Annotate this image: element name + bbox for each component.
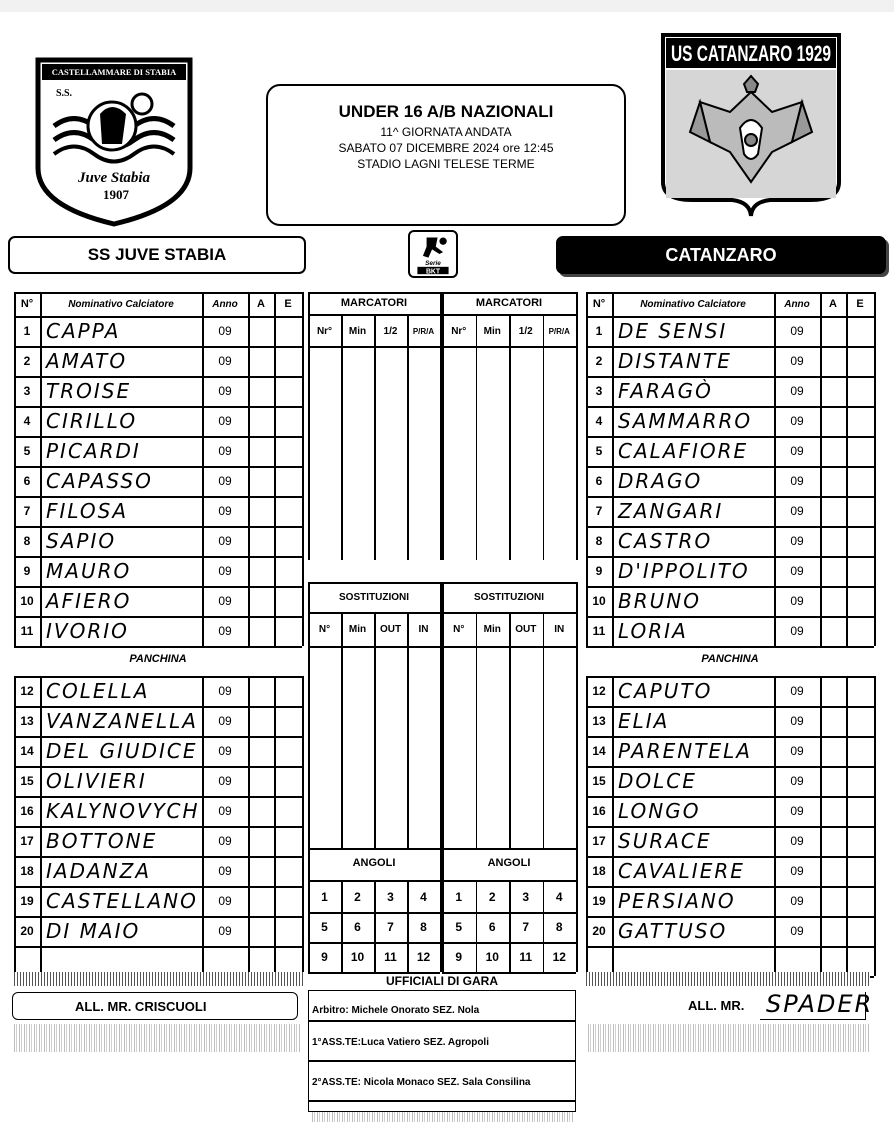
corner-box: 10 bbox=[485, 950, 499, 964]
competition-title: UNDER 16 A/B NAZIONALI bbox=[338, 102, 554, 121]
away-bench-name: PERSIANO bbox=[618, 889, 736, 913]
home-bench-name: COLELLA bbox=[46, 679, 150, 703]
corner-box: 2 bbox=[488, 890, 496, 904]
away-player-year: 09 bbox=[790, 474, 804, 488]
serie-bkt-logo bbox=[408, 230, 458, 278]
officials-title: UFFICIALI DI GARA bbox=[386, 974, 498, 988]
away-bench-name: PARENTELA bbox=[618, 739, 752, 763]
corner-box: 2 bbox=[354, 890, 361, 904]
scorers-col-header: Min bbox=[348, 325, 367, 337]
home-col-year: Anno bbox=[212, 298, 238, 310]
away-coach-label: ALL. MR. bbox=[688, 998, 745, 1013]
home-bench-name: KALYNOVYCH bbox=[46, 799, 200, 823]
referee-line: Arbitro: Michele Onorato SEZ. Nola bbox=[312, 1004, 480, 1016]
home-player-name: FILOSA bbox=[46, 499, 129, 523]
away-bench-year: 09 bbox=[790, 714, 804, 728]
match-datetime: SABATO 07 DICEMBRE 2024 ore 12:45 bbox=[338, 141, 554, 155]
home-bench-name: DEL GIUDICE bbox=[46, 739, 198, 763]
away-bench-name: CAVALIERE bbox=[618, 859, 745, 883]
away-player-name: LORIA bbox=[618, 619, 688, 643]
home-bench-name: CASTELLANO bbox=[46, 889, 198, 913]
away-col-num: N° bbox=[592, 298, 606, 310]
away-player-number: 9 bbox=[595, 564, 603, 578]
home-player-number: 4 bbox=[23, 414, 31, 428]
home-col-a: A bbox=[257, 298, 265, 310]
home-player-year: 09 bbox=[218, 324, 232, 338]
scorers-col-header: P/R/A bbox=[548, 326, 570, 336]
home-player-year: 09 bbox=[218, 564, 232, 578]
away-signature-noise bbox=[588, 1024, 870, 1052]
home-bench-year: 09 bbox=[218, 684, 232, 698]
away-player-number: 2 bbox=[595, 354, 603, 368]
home-player-year: 09 bbox=[218, 594, 232, 608]
svg-text:Serie: Serie bbox=[425, 260, 441, 267]
corner-box: 10 bbox=[350, 950, 365, 964]
away-footer-band bbox=[586, 972, 870, 986]
away-bench-number: 12 bbox=[592, 684, 606, 698]
home-player-number: 6 bbox=[23, 474, 31, 488]
away-bench-number: 15 bbox=[592, 774, 606, 788]
svg-text:S.S.: S.S. bbox=[55, 88, 73, 99]
away-coach-name: SPADER bbox=[766, 990, 874, 1018]
home-bench-number: 18 bbox=[20, 864, 34, 878]
away-player-year: 09 bbox=[790, 504, 804, 518]
away-bench-name: LONGO bbox=[618, 799, 701, 823]
subs-col-header: OUT bbox=[515, 623, 537, 635]
home-player-year: 09 bbox=[218, 534, 232, 548]
away-col-e: E bbox=[856, 298, 864, 310]
home-bench-number: 12 bbox=[20, 684, 34, 698]
home-player-name: AFIERO bbox=[46, 589, 132, 613]
away-player-year: 09 bbox=[790, 624, 804, 638]
corner-box: 4 bbox=[420, 890, 427, 904]
corner-box: 8 bbox=[555, 920, 563, 934]
away-player-year: 09 bbox=[790, 444, 804, 458]
home-bench-name: IADANZA bbox=[46, 859, 152, 883]
away-player-number: 6 bbox=[595, 474, 603, 488]
away-bench-number: 13 bbox=[592, 714, 606, 728]
away-bench-name: GATTUSO bbox=[618, 919, 728, 943]
away-player-year: 09 bbox=[790, 414, 804, 428]
corner-box: 11 bbox=[519, 950, 533, 964]
svg-text:US CATANZARO 1929: US CATANZARO 1929 bbox=[671, 41, 831, 66]
corner-box: 3 bbox=[522, 890, 530, 904]
svg-text:Juve Stabia: Juve Stabia bbox=[77, 170, 151, 186]
corner-box: 1 bbox=[455, 890, 463, 904]
away-player-number: 1 bbox=[595, 324, 603, 338]
away-player-number: 7 bbox=[595, 504, 603, 518]
away-player-year: 09 bbox=[790, 384, 804, 398]
subs-col-header: N° bbox=[453, 623, 465, 635]
match-info-box bbox=[266, 84, 626, 226]
scorers-col-header: 1/2 bbox=[383, 325, 398, 337]
home-player-name: AMATO bbox=[46, 349, 128, 373]
away-player-number: 10 bbox=[592, 594, 606, 608]
away-player-name: DRAGO bbox=[618, 469, 703, 493]
home-player-number: 2 bbox=[23, 354, 31, 368]
corner-box: 12 bbox=[552, 950, 566, 964]
corners-title-2: ANGOLI bbox=[487, 857, 531, 869]
away-bench-number: 14 bbox=[592, 744, 606, 758]
scorers-col-header: Nr° bbox=[316, 325, 333, 337]
home-player-name: SAPIO bbox=[46, 529, 117, 553]
away-player-number: 3 bbox=[595, 384, 603, 398]
home-player-number: 1 bbox=[23, 324, 31, 338]
top-strip bbox=[0, 0, 894, 12]
corner-box: 11 bbox=[384, 950, 397, 964]
away-player-year: 09 bbox=[790, 534, 804, 548]
venue-label: STADIO LAGNI TELESE TERME bbox=[357, 157, 535, 171]
home-player-name: MAURO bbox=[46, 559, 132, 583]
home-bench-number: 20 bbox=[20, 924, 34, 938]
home-player-name: PICARDI bbox=[46, 439, 141, 463]
scorers-title-2: MARCATORI bbox=[475, 297, 543, 309]
assistant2-line: 2°ASS.TE: Nicola Monaco SEZ. Sala Consilina bbox=[312, 1076, 531, 1088]
officials-noise bbox=[312, 1112, 574, 1122]
corner-box: 9 bbox=[321, 950, 328, 964]
home-player-number: 8 bbox=[23, 534, 31, 548]
home-bench-name: DI MAIO bbox=[46, 919, 141, 943]
away-player-year: 09 bbox=[790, 324, 804, 338]
away-player-number: 8 bbox=[595, 534, 603, 548]
home-bench-year: 09 bbox=[218, 774, 232, 788]
subs-col-header: Min bbox=[348, 623, 367, 635]
catanzaro-crest bbox=[660, 32, 842, 218]
home-bench-name: BOTTONE bbox=[46, 829, 158, 853]
home-player-number: 7 bbox=[23, 504, 31, 518]
home-player-name: CIRILLO bbox=[46, 409, 138, 433]
svg-text:BKT: BKT bbox=[425, 268, 441, 276]
away-player-name: CASTRO bbox=[618, 529, 713, 553]
subs-col-header: N° bbox=[318, 623, 331, 635]
home-player-year: 09 bbox=[218, 624, 232, 638]
home-bench-year: 09 bbox=[218, 714, 232, 728]
home-signature-noise bbox=[14, 1024, 300, 1052]
corner-box: 5 bbox=[455, 920, 463, 934]
home-bench-name: VANZANELLA bbox=[46, 709, 198, 733]
home-player-number: 9 bbox=[23, 564, 31, 578]
away-bench-year: 09 bbox=[790, 864, 804, 878]
home-bench-year: 09 bbox=[218, 894, 232, 908]
home-bench-number: 14 bbox=[20, 744, 34, 758]
home-player-number: 11 bbox=[20, 624, 34, 638]
away-bench-label: PANCHINA bbox=[701, 653, 759, 665]
corner-box: 4 bbox=[555, 890, 563, 904]
home-player-year: 09 bbox=[218, 384, 232, 398]
home-coach-label: ALL. MR. CRISCUOLI bbox=[75, 999, 207, 1014]
round-label: 11^ GIORNATA ANDATA bbox=[380, 125, 512, 139]
corner-box: 12 bbox=[416, 950, 431, 964]
away-player-name: FARAGÒ bbox=[618, 379, 713, 403]
away-bench-year: 09 bbox=[790, 894, 804, 908]
home-bench-number: 19 bbox=[20, 894, 34, 908]
home-player-name: CAPPA bbox=[46, 319, 121, 343]
away-col-year: Anno bbox=[784, 298, 810, 310]
away-bench-name: ELIA bbox=[618, 709, 670, 733]
home-player-name: TROISE bbox=[46, 379, 132, 403]
scorers-col-header: 1/2 bbox=[518, 325, 533, 337]
home-player-name: CAPASSO bbox=[46, 469, 153, 493]
home-bench-number: 13 bbox=[20, 714, 34, 728]
home-col-e: E bbox=[284, 298, 292, 310]
subs-col-header: OUT bbox=[379, 623, 402, 635]
home-player-name: IVORIO bbox=[46, 619, 129, 643]
corner-box: 6 bbox=[354, 920, 361, 934]
scorers-col-header: Nr° bbox=[451, 325, 467, 337]
away-bench-name: CAPUTO bbox=[618, 679, 713, 703]
away-player-name: ZANGARI bbox=[618, 499, 724, 523]
away-bench-year: 09 bbox=[790, 774, 804, 788]
home-player-number: 3 bbox=[23, 384, 31, 398]
home-bench-label: PANCHINA bbox=[129, 653, 187, 665]
subs-col-header: IN bbox=[418, 623, 429, 635]
scorers-col-header: Min bbox=[483, 325, 501, 337]
corner-box: 7 bbox=[387, 920, 394, 934]
subs-title-1: SOSTITUZIONI bbox=[339, 591, 409, 603]
away-player-name: DISTANTE bbox=[618, 349, 732, 373]
subs-col-header: Min bbox=[483, 623, 501, 635]
away-player-year: 09 bbox=[790, 594, 804, 608]
away-bench-name: SURACE bbox=[618, 829, 712, 853]
away-player-year: 09 bbox=[790, 354, 804, 368]
juve-stabia-crest bbox=[34, 56, 194, 226]
home-player-number: 5 bbox=[23, 444, 31, 458]
corner-box: 3 bbox=[387, 890, 394, 904]
home-player-year: 09 bbox=[218, 354, 232, 368]
away-bench-number: 19 bbox=[592, 894, 606, 908]
home-col-player: Nominativo Calciatore bbox=[68, 298, 174, 310]
away-bench-name: DOLCE bbox=[618, 769, 697, 793]
corner-box: 5 bbox=[321, 920, 328, 934]
home-player-year: 09 bbox=[218, 474, 232, 488]
away-bench-year: 09 bbox=[790, 834, 804, 848]
svg-text:1907: 1907 bbox=[103, 187, 129, 202]
away-bench-year: 09 bbox=[790, 744, 804, 758]
away-team-name: CATANZARO bbox=[556, 236, 886, 274]
away-col-a: A bbox=[829, 298, 837, 310]
away-player-name: BRUNO bbox=[618, 589, 701, 613]
away-bench-year: 09 bbox=[790, 684, 804, 698]
home-bench-number: 16 bbox=[20, 804, 34, 818]
corner-box: 8 bbox=[420, 920, 427, 934]
subs-title-2: SOSTITUZIONI bbox=[474, 591, 544, 603]
away-player-name: D'IPPOLITO bbox=[618, 559, 750, 583]
away-col-player: Nominativo Calciatore bbox=[640, 298, 746, 310]
corner-box: 6 bbox=[488, 920, 496, 934]
away-player-name: SAMMARRO bbox=[618, 409, 753, 433]
away-coach-box bbox=[592, 992, 876, 1020]
away-player-number: 5 bbox=[595, 444, 603, 458]
subs-col-header: IN bbox=[554, 623, 565, 635]
corner-box: 9 bbox=[455, 950, 463, 964]
away-bench-number: 16 bbox=[592, 804, 606, 818]
away-player-name: DE SENSI bbox=[618, 319, 728, 343]
away-bench-number: 18 bbox=[592, 864, 606, 878]
svg-text:CASTELLAMMARE DI STABIA: CASTELLAMMARE DI STABIA bbox=[51, 67, 177, 77]
corner-box: 7 bbox=[522, 920, 530, 934]
corners-title-1: ANGOLI bbox=[352, 857, 396, 869]
away-player-number: 4 bbox=[595, 414, 603, 428]
away-bench-number: 17 bbox=[592, 834, 606, 848]
home-player-year: 09 bbox=[218, 504, 232, 518]
home-col-num: N° bbox=[20, 298, 34, 310]
away-player-name: CALAFIORE bbox=[618, 439, 749, 463]
home-bench-year: 09 bbox=[218, 744, 232, 758]
home-bench-name: OLIVIERI bbox=[46, 769, 147, 793]
home-bench-year: 09 bbox=[218, 924, 232, 938]
home-bench-number: 17 bbox=[20, 834, 34, 848]
away-player-number: 11 bbox=[592, 624, 606, 638]
home-player-year: 09 bbox=[218, 414, 232, 428]
scorers-title-1: MARCATORI bbox=[340, 297, 408, 309]
away-bench-year: 09 bbox=[790, 924, 804, 938]
home-player-number: 10 bbox=[20, 594, 34, 608]
home-team-name: SS JUVE STABIA bbox=[8, 236, 306, 274]
away-player-year: 09 bbox=[790, 564, 804, 578]
home-player-year: 09 bbox=[218, 444, 232, 458]
away-bench-year: 09 bbox=[790, 804, 804, 818]
home-bench-year: 09 bbox=[218, 834, 232, 848]
home-bench-year: 09 bbox=[218, 804, 232, 818]
home-bench-number: 15 bbox=[20, 774, 34, 788]
home-footer-band bbox=[14, 972, 304, 986]
scorers-col-header: P/R/A bbox=[412, 326, 435, 336]
home-coach-box bbox=[12, 992, 298, 1020]
home-bench-year: 09 bbox=[218, 864, 232, 878]
corner-box: 1 bbox=[321, 890, 328, 904]
away-bench-number: 20 bbox=[592, 924, 606, 938]
assistant1-line: 1°ASS.TE:Luca Vatiero SEZ. Agropoli bbox=[312, 1036, 489, 1048]
